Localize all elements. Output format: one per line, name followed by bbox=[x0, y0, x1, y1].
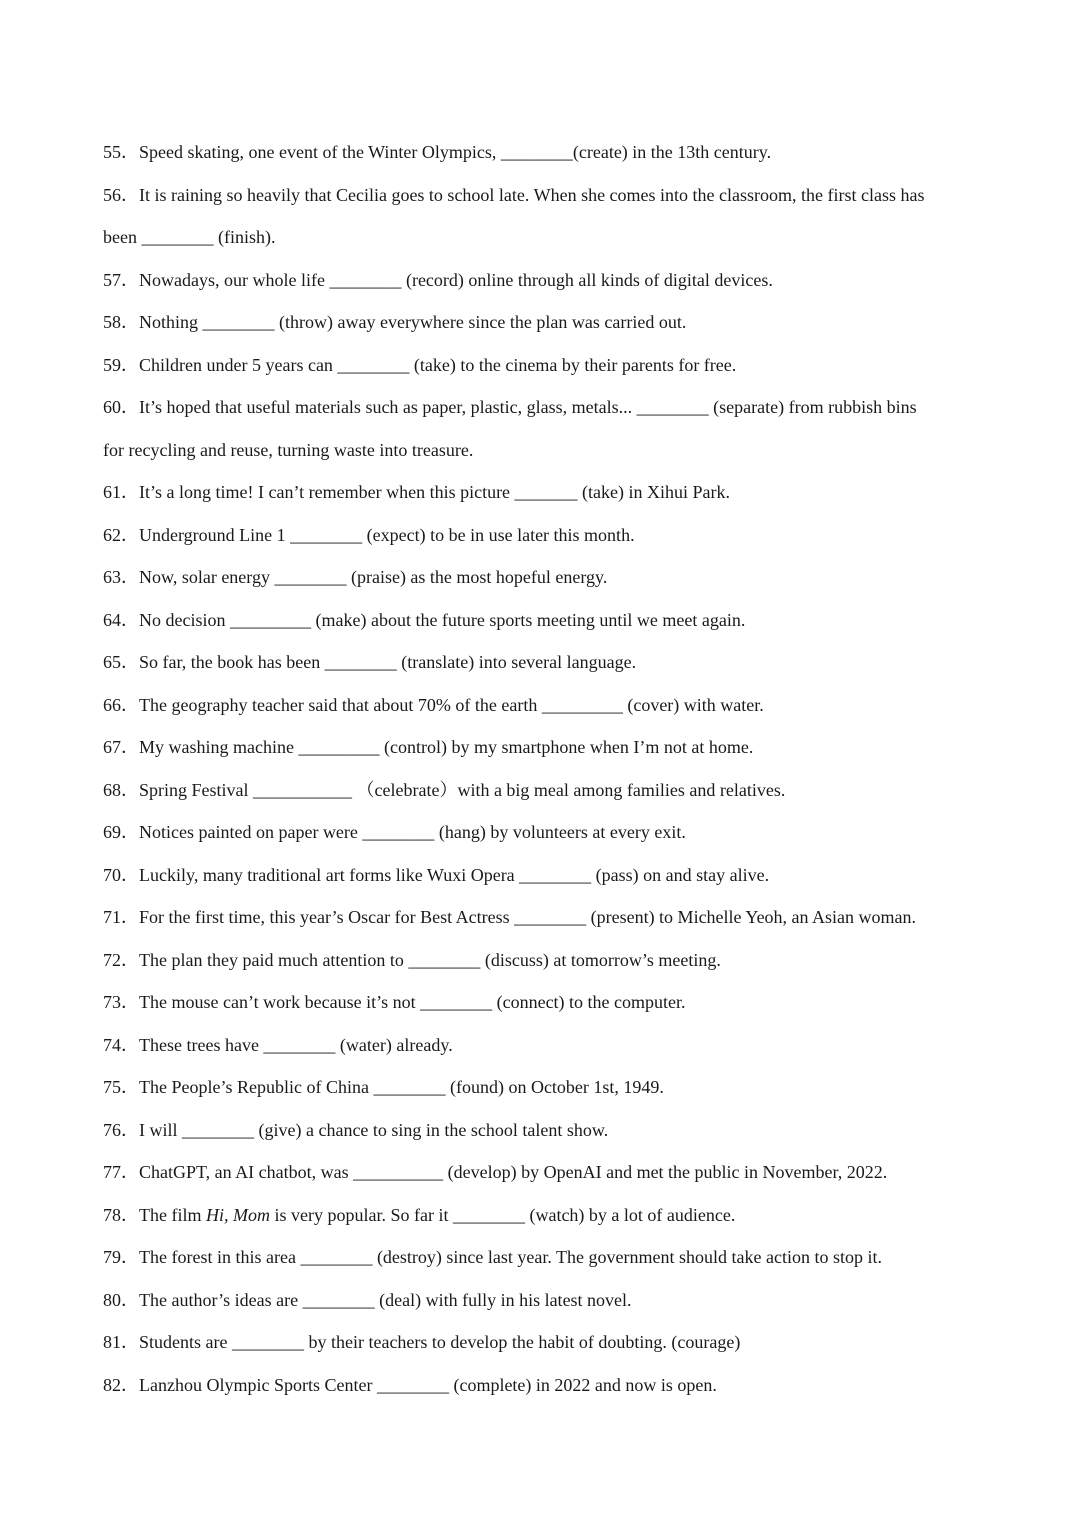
question-text: It is raining so heavily that Cecilia goes to school late. When she comes into the classroom, the first class has bbox=[139, 184, 925, 205]
question-text: The People’s Republic of China ________ (found) on October 1st, 1949. bbox=[139, 1077, 664, 1097]
question-number: 62． bbox=[103, 524, 139, 545]
question-82 bbox=[103, 1364, 983, 1407]
question-number: 66． bbox=[103, 694, 139, 715]
question-line bbox=[103, 726, 983, 769]
question-line bbox=[103, 1066, 983, 1109]
question-text: It’s hoped that useful materials such as paper, plastic, glass, metals... ________ (separate) from rubbish bins bbox=[139, 397, 917, 417]
question-text: So far, the book has been ________ (translate) into several language. bbox=[139, 652, 637, 672]
question-73 bbox=[103, 981, 983, 1024]
question-line bbox=[103, 1151, 983, 1194]
question-line bbox=[103, 684, 983, 727]
question-55 bbox=[103, 131, 983, 174]
question-text: Underground Line 1 ________ (expect) to be in use later this month. bbox=[139, 524, 635, 545]
question-line bbox=[103, 1109, 983, 1152]
question-number: 70． bbox=[103, 864, 139, 885]
question-line bbox=[103, 174, 983, 217]
question-81 bbox=[103, 1321, 983, 1364]
question-text: No decision _________ (make) about the future sports meeting until we meet again. bbox=[139, 609, 746, 630]
question-text: These trees have ________ (water) already. bbox=[139, 1034, 453, 1055]
question-number: 75． bbox=[103, 1077, 139, 1097]
question-text: Children under 5 years can ________ (take) to the cinema by their parents for free. bbox=[139, 354, 737, 375]
question-text: Now, solar energy ________ (praise) as the most hopeful energy. bbox=[139, 567, 608, 587]
question-number: 82． bbox=[103, 1374, 139, 1395]
question-line bbox=[103, 641, 983, 684]
question-78 bbox=[103, 1194, 983, 1237]
question-number: 58． bbox=[103, 312, 139, 332]
question-text: My washing machine _________ (control) by my smartphone when I’m not at home. bbox=[139, 737, 754, 757]
question-line bbox=[103, 386, 983, 429]
question-line bbox=[103, 854, 983, 897]
question-number: 73． bbox=[103, 992, 139, 1012]
question-63 bbox=[103, 556, 983, 599]
question-79 bbox=[103, 1236, 983, 1279]
question-59 bbox=[103, 344, 983, 387]
question-text: Lanzhou Olympic Sports Center ________ (complete) in 2022 and now is open. bbox=[139, 1374, 717, 1395]
question-text: Nowadays, our whole life ________ (record) online through all kinds of digital devices. bbox=[139, 269, 773, 290]
question-line bbox=[103, 599, 983, 642]
question-line bbox=[103, 939, 983, 982]
question-text: The mouse can’t work because it’s not ________ (connect) to the computer. bbox=[139, 992, 686, 1012]
question-line bbox=[103, 556, 983, 599]
question-text: The film Hi, Mom is very popular. So far it ________ (watch) by a lot of audience. bbox=[139, 1204, 736, 1225]
question-number: 65． bbox=[103, 652, 139, 672]
question-line bbox=[103, 471, 983, 514]
question-56 bbox=[103, 174, 983, 259]
question-text: Luckily, many traditional art forms like Wuxi Opera ________ (pass) on and stay alive. bbox=[139, 864, 770, 885]
question-71 bbox=[103, 896, 983, 939]
question-64 bbox=[103, 599, 983, 642]
question-text: I will ________ (give) a chance to sing in the school talent show. bbox=[139, 1119, 609, 1140]
question-number: 63． bbox=[103, 567, 139, 587]
question-66 bbox=[103, 684, 983, 727]
question-number: 55． bbox=[103, 142, 139, 162]
question-number: 79． bbox=[103, 1247, 139, 1267]
question-number: 72． bbox=[103, 949, 139, 970]
question-number: 80． bbox=[103, 1289, 139, 1310]
question-line bbox=[103, 896, 983, 939]
question-text: It’s a long time! I can’t remember when this picture _______ (take) in Xihui Park. bbox=[139, 482, 731, 502]
question-number: 68． bbox=[103, 779, 139, 800]
question-number: 56． bbox=[103, 184, 139, 205]
question-58 bbox=[103, 301, 983, 344]
question-75 bbox=[103, 1066, 983, 1109]
question-number: 78． bbox=[103, 1204, 139, 1225]
question-number: 77． bbox=[103, 1162, 139, 1182]
question-number: 61． bbox=[103, 482, 139, 502]
question-72 bbox=[103, 939, 983, 982]
question-number: 67． bbox=[103, 737, 139, 757]
question-text: Students are ________ by their teachers to develop the habit of doubting. (courage) bbox=[139, 1332, 741, 1352]
question-line bbox=[103, 1321, 983, 1364]
question-70 bbox=[103, 854, 983, 897]
italic-title: Hi, Mom bbox=[205, 1204, 270, 1225]
question-continuation-line bbox=[103, 216, 983, 259]
question-76 bbox=[103, 1109, 983, 1152]
question-line bbox=[103, 1024, 983, 1067]
question-77 bbox=[103, 1151, 983, 1194]
question-text: Speed skating, one event of the Winter Olympics, ________(create) in the 13th century. bbox=[139, 142, 772, 162]
question-line bbox=[103, 1236, 983, 1279]
question-line bbox=[103, 1279, 983, 1322]
question-number: 60． bbox=[103, 397, 139, 417]
question-80 bbox=[103, 1279, 983, 1322]
question-74 bbox=[103, 1024, 983, 1067]
question-number: 69． bbox=[103, 822, 139, 842]
question-60 bbox=[103, 386, 983, 471]
question-text: been ________ (finish). bbox=[103, 227, 276, 247]
question-number: 57． bbox=[103, 269, 139, 290]
question-number: 59． bbox=[103, 354, 139, 375]
question-continuation-line bbox=[103, 429, 983, 472]
question-61 bbox=[103, 471, 983, 514]
question-line bbox=[103, 811, 983, 854]
question-line bbox=[103, 301, 983, 344]
question-line bbox=[103, 344, 983, 387]
question-68 bbox=[103, 769, 983, 812]
question-line bbox=[103, 1364, 983, 1407]
question-text: The plan they paid much attention to ________ (discuss) at tomorrow’s meeting. bbox=[139, 949, 721, 970]
question-line bbox=[103, 981, 983, 1024]
question-number: 71． bbox=[103, 907, 139, 927]
question-line bbox=[103, 259, 983, 302]
question-line bbox=[103, 131, 983, 174]
question-69 bbox=[103, 811, 983, 854]
question-number: 64． bbox=[103, 609, 139, 630]
question-text: Nothing ________ (throw) away everywhere since the plan was carried out. bbox=[139, 312, 687, 332]
question-number: 76． bbox=[103, 1119, 139, 1140]
question-text: For the first time, this year’s Oscar for Best Actress ________ (present) to Michelle Yeoh, an Asian woman. bbox=[139, 907, 917, 927]
question-text: ChatGPT, an AI chatbot, was __________ (develop) by OpenAI and met the public in November, 2022. bbox=[139, 1162, 888, 1182]
question-text: The geography teacher said that about 70% of the earth _________ (cover) with water. bbox=[139, 694, 764, 715]
question-text: The forest in this area ________ (destroy) since last year. The government should take action to stop it. bbox=[139, 1247, 882, 1267]
question-text: for recycling and reuse, turning waste into treasure. bbox=[103, 439, 474, 460]
question-number: 81． bbox=[103, 1332, 139, 1352]
question-line bbox=[103, 514, 983, 557]
question-line bbox=[103, 1194, 983, 1237]
question-number: 74． bbox=[103, 1034, 139, 1055]
question-line bbox=[103, 769, 983, 812]
question-text: Spring Festival ___________ （celebrate）with a big meal among families and relatives. bbox=[139, 779, 786, 800]
question-65 bbox=[103, 641, 983, 684]
question-text: Notices painted on paper were ________ (hang) by volunteers at every exit. bbox=[139, 822, 686, 842]
question-67 bbox=[103, 726, 983, 769]
question-62 bbox=[103, 514, 983, 557]
question-57 bbox=[103, 259, 983, 302]
question-text: The author’s ideas are ________ (deal) with fully in his latest novel. bbox=[139, 1289, 632, 1310]
worksheet bbox=[103, 131, 983, 1406]
